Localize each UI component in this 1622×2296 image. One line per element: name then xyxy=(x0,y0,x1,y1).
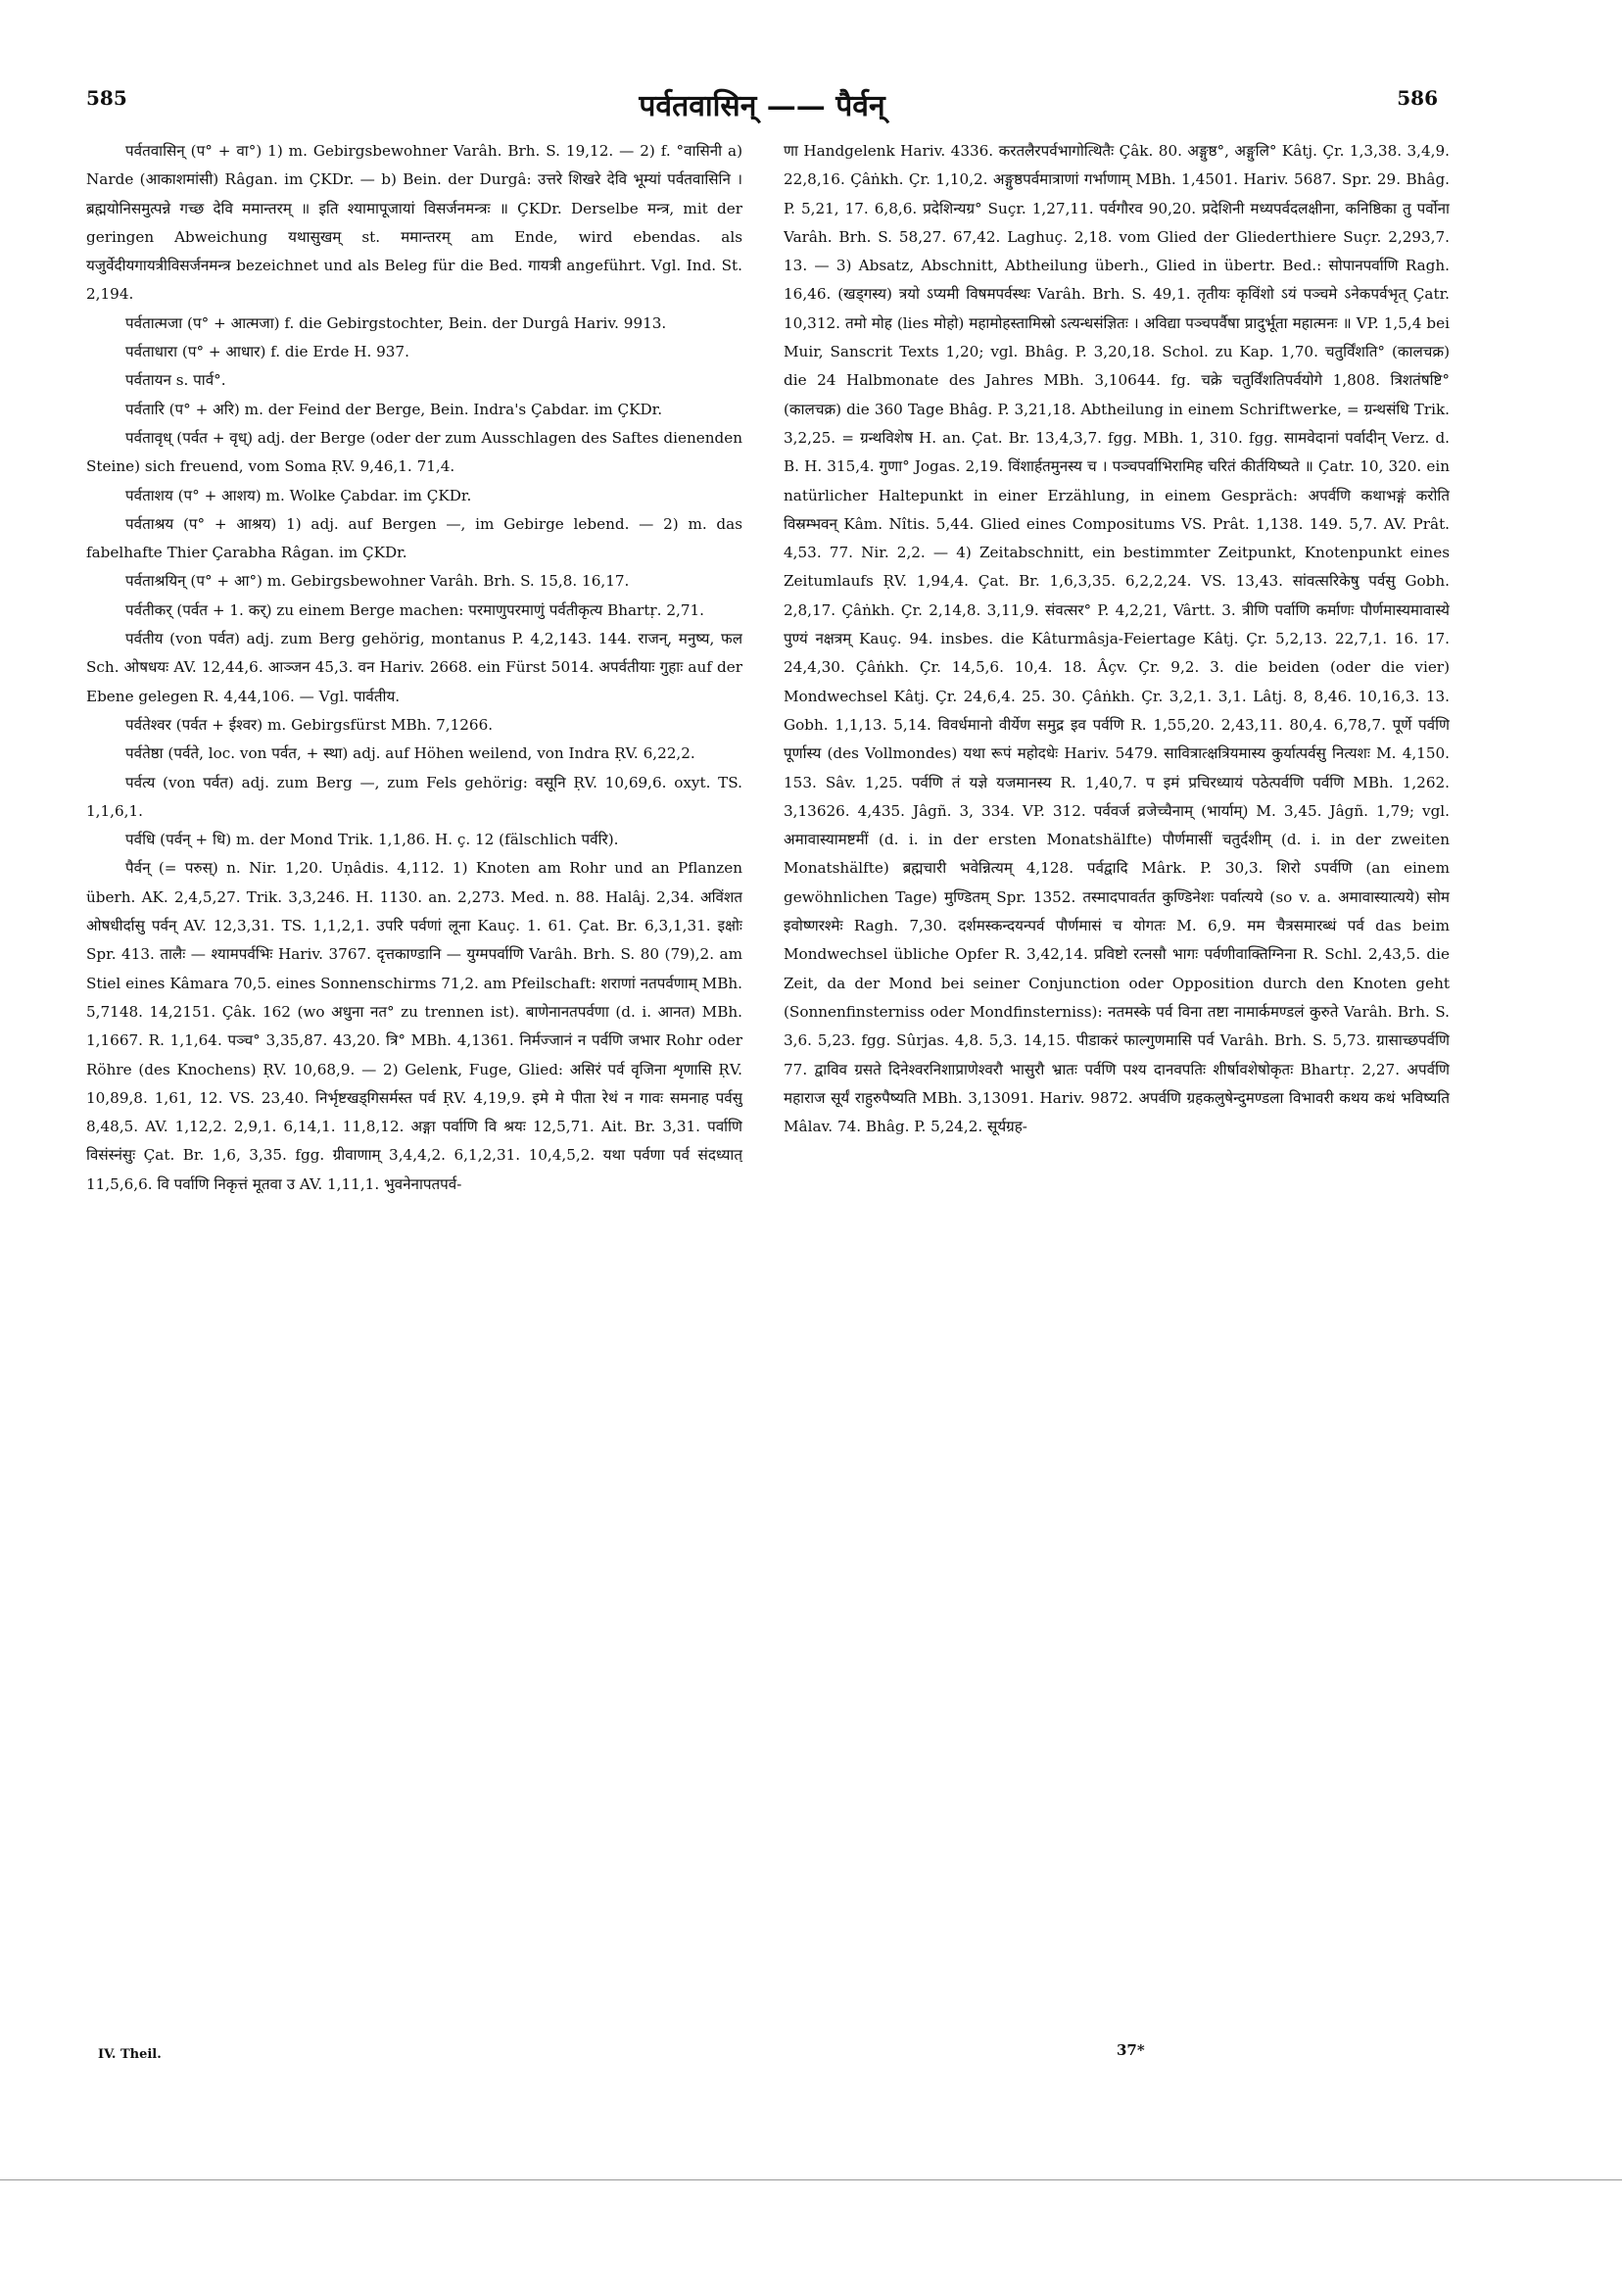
dictionary-entry: पर्वतायन s. पार्व°. xyxy=(125,371,226,390)
dictionary-entry: पर्वतीय (von पर्वत) adj. zum Berg gehörig, montanus P. 4,2,143. 144. राजन्, मनुष्य, फल Sch. ओषधयः AV. 12,44,6. आञ्जन 45,3. वन Hariv. 2668. ein Fürst 5014. अपर्वतीयाः गुहाः auf der Ebene gelegen R. 4,44,106. — Vgl. पार्वतीय. xyxy=(86,630,742,705)
running-head: पर्वतवासिन् —— पैर्वन् xyxy=(639,89,885,123)
dictionary-entry: पर्वतेश्वर (पर्वत + ईश्वर) m. Gebirgsfürst MBh. 7,1266. xyxy=(125,715,494,734)
dictionary-entry: णा Handgelenk Hariv. 4336. करतलैरपर्वभागोत्थितैः Çâk. 80. अङ्गुष्ठ°, अङ्गुलि° Kâtj. Çr. 1,3,38. 3,4,9. 22,8,16. Çâṅkh. Çr. 1,10,2. अङ्गुष्ठपर्वमात्राणां गर्भाणाम् MBh. 1,4501. Hariv. 5687. Spr. 29. Bhâg. P. 5,21, 17. 6,8,6. प्रदेशिन्यग्र° Suçr. 1,27,11. पर्वगौरव 90,20. प्रदेशिनी मध्यपर्वदलक्षीना, कनिष्ठिका तु पर्वोना Varâh. Brh. S. 58,27. 67,42. Laghuç. 2,18. vom Glied der Gliederthiere Suçr. 2,293,7. 13. — 3) Absatz, Abschnitt, Abtheilung überh., Glied in übertr. Bed.: सोपानपर्वाणि Ragh. 16,46. (खड्गस्य) त्रयो ऽप्यमी विषमपर्वस्थः Varâh. Brh. S. 49,1. तृतीयः कृविंशो ऽयं पञ्चमे ऽनेकपर्वभृत् Çatr. 10,312. तमो मोह (lies मोहो) महामोहस्तामिस्रो ऽत्यन्धसंज्ञितः । अविद्या पञ्चपर्वैषा प्रादुर्भूता महात्मनः ॥ VP. 1,5,4 bei Muir, Sanscrit Texts 1,20; vgl. Bhâg. P. 3,20,18. Schol. zu Kap. 1,70. चतुर्विंशति° (कालचक्र) die 24 Halbmonate des Jahres MBh. 3,10644. fg. चक्रे चतुर्विंशतिपर्वयोगे 1,808. त्रिशतंषष्टि° (कालचक्र) die 360 Tage Bhâg. P. 3,21,18. Abtheilung in einem Schriftwerke, = ग्रन्थसंधि Trik. 3,2,25. = ग्रन्थविशेष H. an. Çat. Br. 13,4,3,7. fgg. MBh. 1, 310. fgg. सामवेदानां पर्वादीन् Verz. d. B. H. 315,4. गुणा° Jogas. 2,19. विंशार्हतमुनस्य च । पञ्चपर्वाभिरामिह चरितं कीर्तयिष्यते ॥ Çatr. 10, 320. ein natürlicher Haltepunkt in einer Erzählung, in einem Gespräch: अपर्वणि कथाभङ्गं करोति विस्रम्भवन् Kâm. Nîtis. 5,44. Glied eines Compositums VS. Prât. 1,138. 149. 5,7. AV. Prât. 4,53. 77. Nir. 2,2. — 4) Zeitabschnitt, ein bestimmter Zeitpunkt, Knotenpunkt eines Zeitumlaufs ṚV. 1,94,4. Çat. Br. 1,6,3,35. 6,2,2,24. VS. 13,43. सांवत्सरिकेषु पर्वसु Gobh. 2,8,17. Çâṅkh. Çr. 2,14,8. 3,11,9. संवत्सर° P. 4,2,21, Vârtt. 3. त्रीणि पर्वाणि कर्माणः पौर्णमास्यमावास्ये पुण्यं नक्षत्रम् Kauç. 94. insbes. die Kâturmâsja-Feiertage Kâtj. Çr. 5,2,13. 22,7,1. 16. 17. 24,4,30. Çâṅkh. Çr. 14,5,6. 10,4. 18. Âçv. Çr. 9,2. 3. die beiden (oder die vier) Mondwechsel Kâtj. Çr. 24,6,4. 25. 30. Çâṅkh. Çr. 3,2,1. 3,1. Lâtj. 8, 8,46. 10,16,3. 13. Gobh. 1,1,13. 5,14. विवर्धमानो वीर्येण समुद्र इव पर्वणि R. 1,55,20. 2,43,11. 80,4. 6,78,7. पूर्णे पर्वणि पूर्णास्य (des Vollmondes) यथा रूपं महोदधेः Hariv. 5479. सावित्रात्क्षत्रियमास्य कुर्यात्पर्वसु नित्यशः M. 4,150. 153. Sâv. 1,25. पर्वणि तं यज्ञे यजमानस्य R. 1,40,7. प इमं प्रचिरध्यायं पठेत्पर्वणि पर्वणि MBh. 1,262. 3,13626. 4,435. Jâgñ. 3, 334. VP. 312. पर्ववर्ज व्रजेच्चैनाम् (भार्याम्) M. 3,45. Jâgñ. 1,79; vgl. अमावास्यामष्टमीं (d. i. in der ersten Monatshälfte) पौर्णमासीं चतुर्दशीम् (d. i. in der zweiten Monatshälfte) ब्रह्मचारी भवेन्नित्यम् 4,128. पर्वद्वादि Mârk. P. 30,3. शिरो ऽपर्वणि (an einem gewöhnlichen Tage) मुण्डितम् Spr. 1352. तस्मादपावर्तत कुण्डिनेशः पर्वात्यये (so v. a. अमावास्यात्यये) सोम इवोष्णरश्मेः Ragh. 7,30. दर्शमस्कन्दयन्पर्व पौर्णमासं च योगतः M. 6,9. मम चैत्रसमारब्धं पर्व das beim Mondwechsel übliche Opfer R. 3,42,14. प्रविष्टो रत्नसौ भागः पर्वणीवाक्तिग्निना R. Schl. 2,43,5. die Zeit, da der Mond bei seiner Conjunction oder Opposition durch den Knoten geht (Sonnenfinsterniss oder Mondfinsterniss): नतमस्के पर्व विना तष्टा नामार्कमण्डलं कुरुते Varâh. Brh. S. 3,6. 5,23. fgg. Sûrjas. 4,8. 5,3. 14,15. पीडाकरं फाल्गुणमासि पर्व Varâh. Brh. S. 5,73. ग्रासाच्छपर्वणि 77. द्वाविव ग्रसते दिनेश्वरनिशाप्राणेश्वरौ भासुरौ भ्रातः पर्वणि पश्य दानवपतिः शीर्षावशेषोकृतः Bhartṛ. 2,27. अपर्वणि महाराज सूर्यं राहुरुपैष्यति MBh. 3,13091. Hariv. 9872. अपर्वणि ग्रहकलुषेन्दुमण्डला विभावरी कथय कथं भविष्यति Mâlav. 74. Bhâg. P. 5,24,2. सूर्यग्रह- xyxy=(784,142,1450,1136)
right-column xyxy=(784,137,1450,2028)
page-number-left: 585 xyxy=(86,86,127,110)
dictionary-entry: पर्वतारि (प° + अरि) m. der Feind der Berge, Bein. Indra's Çabdar. im ÇKDr. xyxy=(125,400,663,418)
signature-mark: 37* xyxy=(1117,2041,1145,2059)
dictionary-entry: पर्वतात्मजा (प° + आत्मजा) f. die Gebirgstochter, Bein. der Durgâ Hariv. 9913. xyxy=(125,313,667,332)
dictionary-entry: पर्वधि (पर्वन् + धि) m. der Mond Trik. 1,1,86. H. ç. 12 (fälschlich पर्वरि). xyxy=(125,831,619,849)
dictionary-entry: पर्वतीकर् (पर्वत + 1. कर्) zu einem Berge machen: परमाणुपरमाणुं पर्वतीकृत्य Bhartṛ. 2,71. xyxy=(125,600,704,619)
dictionary-entry: पर्वताश्रय (प° + आश्रय) 1) adj. auf Bergen —, im Gebirge lebend. — 2) m. das fabelhafte Thier Çarabha Râgan. im ÇKDr. xyxy=(86,514,742,562)
dictionary-entry: पर्वतवासिन् (प° + वा°) 1) m. Gebirgsbewohner Varâh. Brh. S. 19,12. — 2) f. °वासिनी a) Narde (आकाशमांसी) Râgan. im ÇKDr. — b) Bein. der Durgâ: उत्तरे शिखरे देवि भूम्यां पर्वतवासिनि । ब्रह्मयोनिसमुत्पन्ने गच्छ देवि ममान्तरम् ॥ इति श्यामापूजायां विसर्जनमन्त्रः ॥ ÇKDr. Derselbe मन्त्र, mit der geringen Abweichung यथासुखम् st. ममान्तरम् am Ende, wird ebendas. als यजुर्वेदीयगायत्रीविसर्जनमन्त्र bezeichnet und als Beleg für die Bed. गायत्री angeführt. Vgl. Ind. St. 2,194. xyxy=(86,142,742,304)
dictionary-entry: पर्वतेष्ठा (पर्वते, loc. von पर्वत, + स्था) adj. auf Höhen weilend, von Indra ṚV. 6,22,2. xyxy=(125,744,695,763)
dictionary-entry: पर्वताधारा (प° + आधार) f. die Erde H. 937. xyxy=(125,343,409,361)
page-number-right: 586 xyxy=(1397,86,1438,110)
dictionary-entry: पर्वताशय (प° + आशय) m. Wolke Çabdar. im ÇKDr. xyxy=(125,486,472,504)
dictionary-entry: पैर्वन् (= परुस्) n. Nir. 1,20. Uṇâdis. 4,112. 1) Knoten am Rohr und an Pflanzen überh. AK. 2,4,5,27. Trik. 3,3,246. H. 1130. an. 2,273. Med. n. 88. Halâj. 2,34. अविंशत ओषधीर्दासु पर्वन् AV. 12,3,31. TS. 1,1,2,1. उपरि पर्वणां लूना Kauç. 1. 61. Çat. Br. 6,3,1,31. इक्षोः Spr. 413. तालैः — श्यामपर्वभिः Hariv. 3767. दृत्तकाण्डानि — युग्मपर्वाणि Varâh. Brh. S. 80 (79),2. am Stiel eines Kâmara 70,5. eines Sonnenschirms 71,2. am Pfeilschaft: शराणां नतपर्वणाम् MBh. 5,7148. 14,2151. Çâk. 162 (wo अधुना नत° zu trennen ist). बाणेनानतपर्वणा (d. i. आनत) MBh. 1,1667. R. 1,1,64. पञ्च° 3,35,87. 43,20. त्रि° MBh. 4,1361. निर्मज्जानं न पर्वणि जभार Rohr oder Röhre (des Knochens) ṚV. 10,68,9. — 2) Gelenk, Fuge, Glied: असिरं पर्व वृजिना शृणासि ṚV. 10,89,8. 1,61, 12. VS. 23,40. निर्भृष्टखड्गिसर्मस्त पर्व ṚV. 4,19,9. इमे मे पीता रेथं न गावः समनाह पर्वसु 8,48,5. AV. 1,12,2. 2,9,1. 6,14,1. 11,8,12. अङ्गा पर्वाणि वि श्रयः 12,5,71. Ait. Br. 3,31. पर्वाणि विसंस्नंसुः Çat. Br. 1,6, 3,35. fgg. ग्रीवाणाम् 3,4,4,2. 6,1,2,31. 10,4,5,2. यथा पर्वणा पर्व संदध्यात् 11,5,6,6. वि पर्वाणि निकृत्तं मूतवा उ AV. 1,11,1. भुवनेनापतपर्व- xyxy=(86,859,742,1193)
dictionary-entry: पर्वतावृध् (पर्वत + वृध्) adj. der Berge (oder der zum Ausschlagen des Saftes dienenden Steine) sich freuend, vom Soma ṚV. 9,46,1. 71,4. xyxy=(86,428,742,476)
left-column xyxy=(86,137,742,2028)
dictionary-entry: पर्वत्य (von पर्वत) adj. zum Berg —, zum Fels gehörig: वसूनि ṚV. 10,69,6. oxyt. TS. 1,1,6,1. xyxy=(86,773,742,820)
page-header xyxy=(86,84,1438,123)
volume-marker: IV. Theil. xyxy=(98,2047,162,2062)
dictionary-entry: पर्वताश्रयिन् (प° + आ°) m. Gebirgsbewohner Varâh. Brh. S. 15,8. 16,17. xyxy=(125,572,630,591)
page-divider xyxy=(0,2179,1622,2180)
